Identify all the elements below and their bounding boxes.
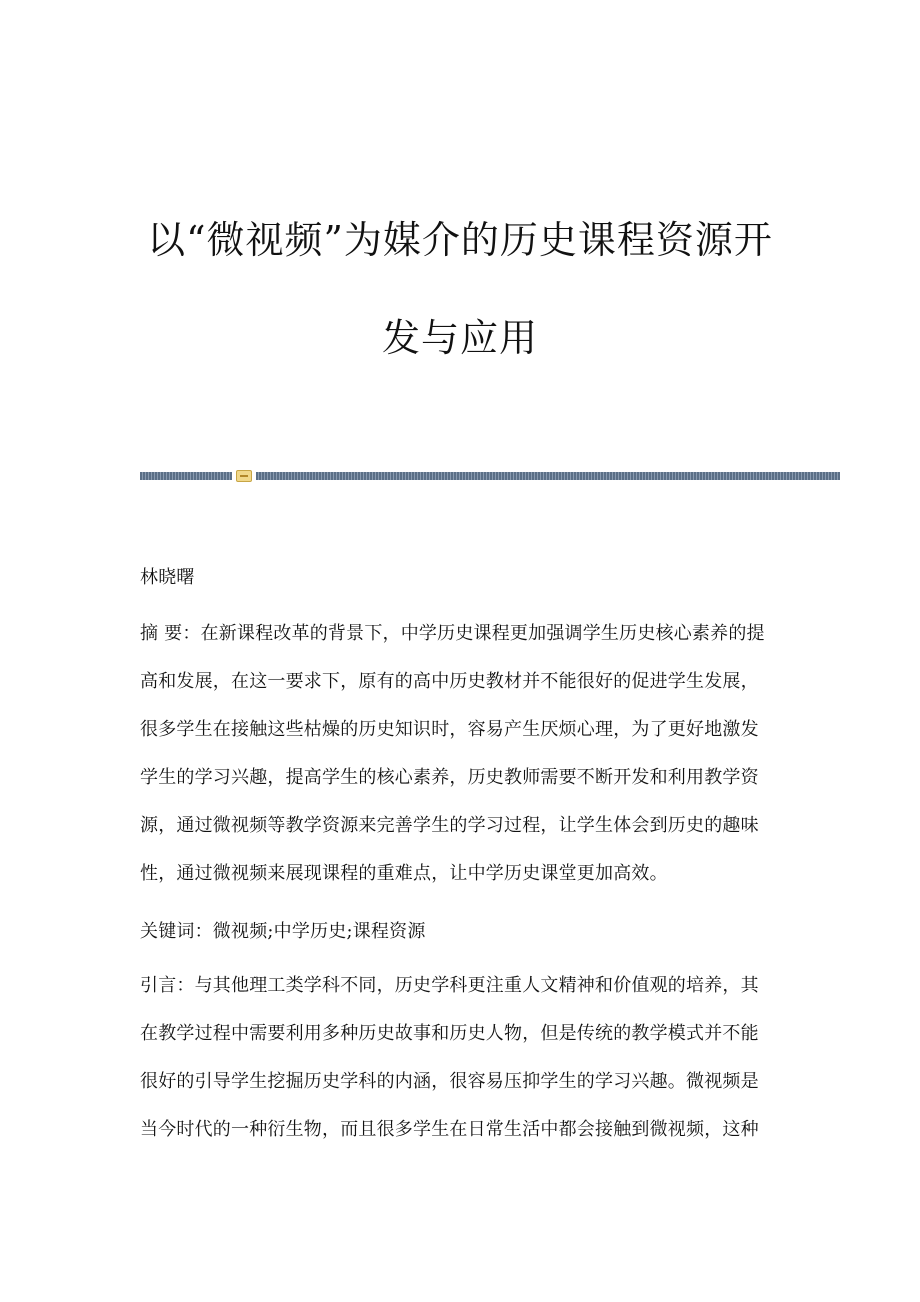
divider-right-segment (256, 472, 840, 480)
divider-left-segment (140, 472, 232, 480)
document-title-line-2: 发与应用 (381, 316, 538, 360)
intro-line: 当今时代的一种衍生物，而且很多学生在日常生活中都会接触到微视频，这种 (140, 1119, 759, 1140)
abstract-line: 学生的学习兴趣，提高学生的核心素养，历史教师需要不断开发和利用教学资 (140, 767, 759, 788)
intro-line: 很好的引导学生挖掘历史学科的内涵，很容易压抑学生的学习兴趣。微视频是 (140, 1071, 759, 1092)
intro-line: 在教学过程中需要利用多种历史故事和历史人物，但是传统的教学模式并不能 (140, 1023, 759, 1044)
keywords: 关键词：微视频;中学历史;课程资源 (140, 921, 426, 942)
abstract-line: 源，通过微视频等教学资源来完善学生的学习过程，让学生体会到历史的趣味 (140, 815, 759, 836)
author-name: 林晓曙 (140, 567, 195, 588)
abstract-line: 高和发展，在这一要求下，原有的高中历史教材并不能很好的促进学生发展， (140, 671, 759, 692)
abstract-line: 摘 要：在新课程改革的背景下，中学历史课程更加强调学生历史核心素养的提 (140, 623, 765, 644)
abstract-line: 性，通过微视频来展现课程的重难点，让中学历史课堂更加高效。 (140, 863, 668, 884)
intro-line: 引言：与其他理工类学科不同，历史学科更注重人文精神和价值观的培养，其 (140, 975, 759, 996)
title-divider (140, 470, 840, 482)
abstract-line: 很多学生在接触这些枯燥的历史知识时，容易产生厌烦心理，为了更好地激发 (140, 719, 759, 740)
document-title-line-1: 以“微视频”为媒介的历史课程资源开 (147, 218, 773, 262)
introduction (140, 962, 780, 1154)
envelope-icon (236, 470, 252, 482)
abstract (140, 610, 780, 898)
